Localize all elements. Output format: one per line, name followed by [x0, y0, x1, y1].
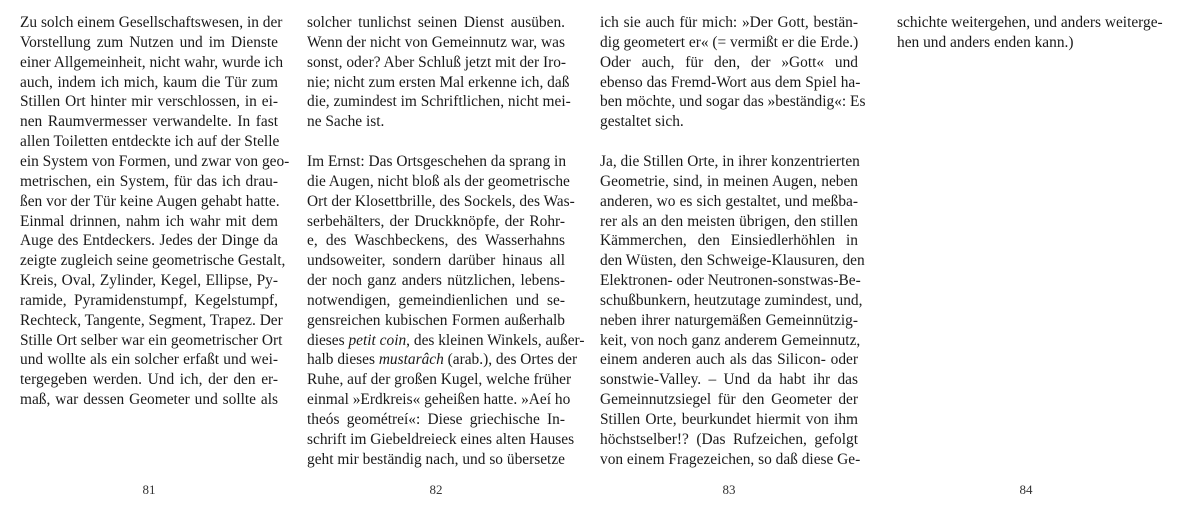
text-line: sonst, oder? Aber Schluß jetzt mit der Iro- [307, 53, 567, 71]
text-line: neben ihrer naturgemäßen Gemeinnützig- [600, 311, 858, 329]
page-84 [897, 0, 1163, 526]
text-line: und wollte als ein solcher erfaßt und wei- [20, 351, 278, 369]
text-line: ebenso das Fremd-Wort aus dem Spiel ha- [600, 73, 861, 91]
text-line: schrift im Giebeldreieck eines alten Hauses [307, 430, 575, 448]
text-line: der noch ganz anders nützlichen, lebens- [307, 272, 565, 290]
text-line: sonstwie-Valley. – Und da habt ihr das [600, 371, 858, 389]
text-line: Elektronen- oder Neutronen-sonstwas-Be- [600, 272, 861, 290]
text-line: Ja, die Stillen Orte, in ihrer konzentrierten [600, 152, 860, 170]
text-line [307, 132, 565, 152]
text-line: allen Toiletten entdeckte ich auf der Stelle [20, 133, 280, 151]
text-line: Zu solch einem Gesellschaftswesen, in der [20, 14, 283, 31]
text-line: auch, indem ich mich, kaum die Tür zum [20, 73, 278, 91]
text-line: schichte weitergehen, und anders weiterge- [897, 14, 1163, 31]
page-number: 83 [722, 482, 736, 497]
text-line: ben möchte, und sogar das »beständig«: Es [600, 93, 866, 111]
text-segment: halb dieses [307, 351, 379, 369]
page-number: 81 [142, 482, 156, 497]
text-line: maß, war dessen Geometer und sollte als [20, 391, 278, 409]
text-line: gensreichen kubischen Formen außerhalb [307, 311, 565, 329]
text-line: schußbunkern, heutzutage zumindest, und, [600, 291, 863, 309]
page-83 [600, 0, 866, 526]
text-segment: (arab.), des Ortes der [443, 351, 578, 369]
text-line: gestaltet sich. [600, 113, 684, 131]
text-line: serbehälters, der Druckknöpfe, der Rohr- [307, 212, 565, 230]
text-line: ich sie auch für mich: »Der Gott, bestän- [600, 14, 858, 31]
text-line: Stillen Orte, beurkundet hiermit von ihm [600, 411, 858, 428]
text-line: die Augen, nicht bloß als der geometrische [307, 172, 570, 190]
text-line: dig geometert er« (= vermißt er die Erde.) [600, 33, 859, 51]
text-segment: , des kleinen Winkels, außer- [406, 331, 585, 349]
text-line: den Wüsten, den Schweige-Klausuren, den [600, 252, 865, 270]
text-line: Vorstellung zum Nutzen und im Dienste [20, 33, 278, 51]
text-line: höchstselber!? (Das Rufzeichen, gefolgt [600, 430, 858, 448]
text-line: ramide, Pyramidenstumpf, Kegelstumpf, [20, 291, 278, 309]
italic-term: mustarâch [378, 351, 444, 369]
text-line [307, 331, 585, 351]
text-line: theós geométreí«: Diese griechische In- [307, 411, 565, 428]
text-line: metrischen, ein System, für das ich drau- [20, 172, 278, 190]
text-line: rer als an den meisten übrigen, den stillen [600, 212, 858, 230]
italic-term: petit coin [348, 331, 407, 349]
text-line [600, 132, 858, 152]
text-line: Geometrie, sind, in meinen Augen, neben [600, 172, 858, 190]
text-segment: dieses [307, 331, 349, 349]
text-line: e, des Waschbeckens, des Wasserhahns [307, 232, 565, 250]
text-line: Oder auch, für den, der »Gott« und [600, 53, 858, 71]
text-line: Stille Ort selber war ein geometrischer Ort [20, 331, 283, 349]
text-line: solcher tunlichst seinen Dienst ausüben. [307, 14, 565, 31]
page-81 [20, 0, 290, 526]
text-line: geht mir beständig nach, und so übersetze [307, 450, 565, 468]
text-line: tergegeben werden. Und ich, der den er- [20, 371, 278, 389]
text-line: Auge des Entdeckers. Jedes der Dinge da [20, 232, 278, 250]
text-line: ein System von Formen, und zwar von geo- [20, 152, 290, 170]
text-line: Kreis, Oval, Zylinder, Kegel, Ellipse, Py- [20, 272, 278, 290]
text-line: Ruhe, auf der großen Kugel, welche früher [307, 371, 572, 389]
text-line: von einem Fragezeichen, so daß diese Ge- [600, 450, 861, 468]
text-line: Stillen Ort hinter mir verschlossen, in ei- [20, 93, 278, 111]
text-line: die, zumindest im Schriftlichen, nicht mei- [307, 93, 571, 111]
text-line: zeigte zugleich seine geometrische Gestalt, [20, 252, 286, 270]
text-line: hen und anders enden kann.) [897, 33, 1074, 51]
text-line: einer Allgemeinheit, nicht wahr, wurde ich [20, 53, 284, 71]
text-line: nie; nicht zum ersten Mal erkenne ich, daß [307, 73, 570, 91]
text-line: ne Sache ist. [307, 113, 385, 131]
text-line: nen Raumvermesser verwandelte. In fast [20, 113, 278, 131]
text-line: keit, von noch ganz anderem Gemeinnutz, [600, 331, 861, 349]
text-line: ßen vor der Tür keine Augen gehabt hatte. [20, 192, 280, 210]
text-line: Wenn der nicht von Gemeinnutz war, was [307, 33, 565, 51]
text-line: einmal »Erdkreis« geheißen hatte. »Aeí ho [307, 391, 571, 409]
text-line: undsoweiter, sondern darüber hinaus all [307, 252, 565, 270]
text-line: einem anderen auch als das Silicon- oder [600, 351, 858, 369]
text-line [307, 350, 578, 370]
text-line: Ort der Klosettbrille, des Sockels, des Was- [307, 192, 575, 210]
page-number: 82 [429, 482, 443, 497]
text-line: Gemeinnutzsiegel für den Geometer der [600, 391, 858, 409]
text-line: Kämmerchen, den Einsiedlerhöhlen in [600, 232, 858, 250]
page-82 [307, 0, 585, 526]
text-line: Einmal drinnen, nahm ich wahr mit dem [20, 212, 278, 230]
page-number: 84 [1019, 482, 1033, 497]
text-line: Im Ernst: Das Ortsgeschehen da sprang in [307, 152, 567, 170]
text-line: Rechteck, Tangente, Segment, Trapez. Der [20, 311, 283, 329]
text-line: notwendigen, gemeindienlichen und se- [307, 291, 565, 309]
text-line: anderen, wo es sich gestaltet, und meßba- [600, 192, 858, 210]
